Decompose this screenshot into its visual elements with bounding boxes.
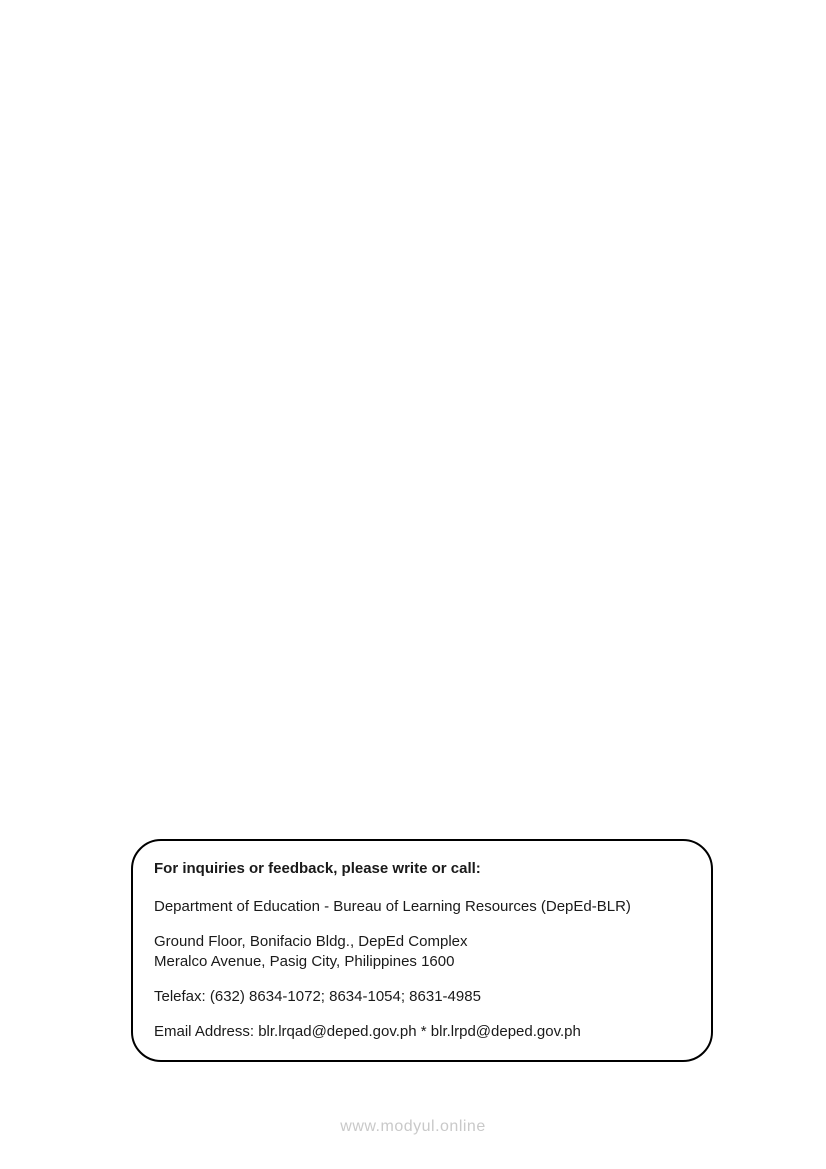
email-line: Email Address: blr.lrqad@deped.gov.ph * blr.lrpd@deped.gov.ph bbox=[154, 1023, 581, 1040]
contact-info-box bbox=[131, 839, 713, 1062]
watermark-url: www.modyul.online bbox=[340, 1118, 486, 1135]
telefax-line: Telefax: (632) 8634-1072; 8634-1054; 8631-4985 bbox=[154, 988, 481, 1005]
contact-box-heading: For inquiries or feedback, please write or call: bbox=[154, 860, 481, 877]
address-line-1: Ground Floor, Bonifacio Bldg., DepEd Complex bbox=[154, 933, 468, 950]
address-line-2: Meralco Avenue, Pasig City, Philippines 1600 bbox=[154, 953, 455, 970]
address-block bbox=[154, 932, 695, 972]
department-line: Department of Education - Bureau of Learning Resources (DepEd-BLR) bbox=[154, 898, 631, 915]
